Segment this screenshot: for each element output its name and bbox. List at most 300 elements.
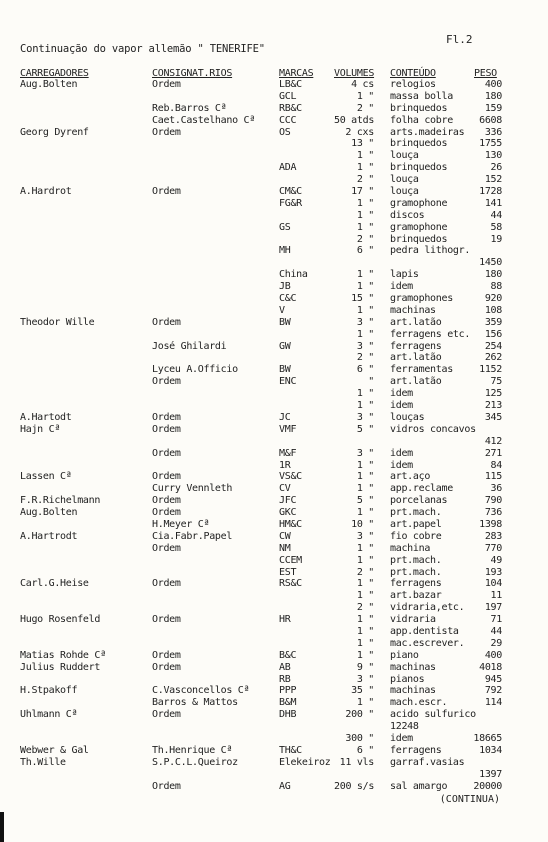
conteudo-cell: brinquedos: [390, 138, 448, 150]
volume-cell: 3 ": [356, 411, 374, 423]
marca-cell: MH: [279, 245, 291, 257]
peso-cell: 1397: [479, 768, 502, 780]
marca-cell: AG: [279, 780, 291, 792]
table-row: [0, 460, 548, 472]
peso-cell: 1398: [479, 518, 502, 530]
carregador-cell: Lassen Cª: [20, 471, 72, 483]
peso-cell: 1152: [479, 364, 502, 376]
conteudo-cell: garraf.vasias: [390, 756, 465, 768]
carregador-cell: Matias Rohde Cª: [20, 649, 106, 661]
volume-cell: 6 ": [356, 744, 374, 756]
volume-cell: 2 ": [356, 352, 374, 364]
consignatario-cell: Ordem: [152, 649, 181, 661]
conteudo-cell: massa bolla: [390, 90, 453, 102]
conteudo-cell: app.dentista: [390, 625, 459, 637]
marca-cell: HM&C: [279, 518, 302, 530]
marca-cell: JB: [279, 281, 291, 293]
consignatario-cell: Curry Vennleth: [152, 483, 233, 495]
volume-cell: 3 ": [356, 530, 374, 542]
consignatario-cell: Th.Henrique Cª: [152, 744, 233, 756]
peso-cell: 108: [484, 304, 502, 316]
volume-cell: 50 atds: [334, 114, 375, 126]
marca-cell: FG&R: [279, 197, 302, 209]
table-row: [0, 555, 548, 567]
table-row: [0, 519, 548, 531]
marca-cell: CCEM: [279, 554, 302, 566]
carregador-cell: H.Stpakoff: [20, 685, 78, 697]
table-row: [0, 222, 548, 234]
conteudo-cell: art.aço: [390, 471, 431, 483]
table-row: [0, 674, 548, 686]
volume-cell: 4 cs: [351, 79, 374, 90]
volume-cell: 1 ": [356, 150, 374, 162]
volume-cell: 1 ": [356, 554, 374, 566]
carregador-cell: Th.Wille: [20, 756, 66, 768]
table-row: [0, 210, 548, 222]
peso-cell: 125: [484, 388, 502, 400]
table-row: [0, 115, 548, 127]
volume-cell: 3 ": [356, 316, 374, 328]
volume-cell: 15 ": [351, 293, 374, 305]
marca-cell: JFC: [279, 495, 297, 507]
volume-cell: 11 vls: [339, 756, 374, 768]
table-row: [0, 198, 548, 210]
marca-cell: GS: [279, 221, 291, 233]
peso-cell: 18665: [473, 732, 502, 744]
volume-cell: 2 ": [356, 174, 374, 186]
header-carregadores: CARREGADORES: [20, 68, 89, 79]
conteudo-cell: vidraria,etc.: [390, 602, 465, 614]
marca-cell: BW: [279, 316, 291, 328]
conteudo-cell: machinas: [390, 685, 436, 697]
marca-cell: VS&C: [279, 471, 302, 483]
peso-cell: 770: [484, 542, 502, 554]
volume-cell: 5 ": [356, 495, 374, 507]
carregador-cell: Theodor Wille: [20, 316, 95, 328]
volume-cell: 1 ": [356, 328, 374, 340]
page-edge-mark: [0, 812, 4, 842]
consignatario-cell: Barros & Mattos: [152, 697, 238, 709]
peso-cell: 792: [484, 685, 502, 697]
consignatario-cell: Ordem: [152, 709, 181, 721]
conteudo-cell: art.latão: [390, 352, 442, 364]
peso-cell: 44: [490, 209, 502, 221]
peso-cell: 180: [484, 90, 502, 102]
peso-cell: 1755: [479, 138, 502, 150]
volume-cell: 1 ": [356, 209, 374, 221]
table-row: [0, 103, 548, 115]
peso-cell: 159: [484, 102, 502, 114]
volume-cell: 200 ": [345, 709, 374, 721]
conteudo-cell: idem: [390, 281, 413, 293]
table-row: [0, 281, 548, 293]
table-row: [0, 162, 548, 174]
volume-cell: 1 ": [356, 304, 374, 316]
peso-cell: 400: [484, 649, 502, 661]
table-row: [0, 543, 548, 555]
marca-cell: VMF: [279, 423, 297, 435]
conteudo-cell: louça: [390, 174, 419, 186]
peso-cell: 283: [484, 530, 502, 542]
conteudo-cell: arts.madeiras: [390, 126, 465, 138]
marca-cell: OS: [279, 126, 291, 138]
volume-cell: 1 ": [356, 507, 374, 519]
marca-cell: 1R: [279, 459, 291, 471]
marca-cell: ENC: [279, 376, 297, 388]
peso-cell: 71: [490, 614, 502, 626]
volume-cell: 200 s/s: [334, 780, 375, 792]
conteudo-cell: vidraria: [390, 614, 436, 626]
peso-cell: 345: [484, 411, 502, 423]
peso-cell: 400: [484, 79, 502, 90]
peso-cell: 20000: [473, 780, 502, 792]
volume-cell: 1 ": [356, 578, 374, 590]
consignatario-cell: Cia.Fabr.Papel: [152, 530, 233, 542]
peso-cell: 254: [484, 340, 502, 352]
table-row: [0, 352, 548, 364]
peso-cell: 19: [490, 233, 502, 245]
marca-cell: GKC: [279, 507, 297, 519]
peso-cell: 141: [484, 197, 502, 209]
peso-cell: 156: [484, 328, 502, 340]
table-row: [0, 424, 548, 436]
peso-cell: 359: [484, 316, 502, 328]
table-row: [0, 388, 548, 400]
peso-cell: 114: [484, 697, 502, 709]
volume-cell: 35 ": [351, 685, 374, 697]
volume-cell: 1 ": [356, 90, 374, 102]
table-row: [0, 697, 548, 709]
marca-cell: GCL: [279, 90, 297, 102]
table-row: [0, 531, 548, 543]
carregador-cell: Hajn Cª: [20, 423, 61, 435]
conteudo-cell: art.latão: [390, 376, 442, 388]
conteudo-cell: sal amargo: [390, 780, 448, 792]
table-row: [0, 578, 548, 590]
table-row: [0, 769, 548, 781]
peso-cell: 115: [484, 471, 502, 483]
volume-cell: ": [368, 376, 374, 388]
conteudo-cell: mac.escrever.: [390, 637, 465, 649]
consignatario-cell: Ordem: [152, 661, 181, 673]
volume-cell: 3 ": [356, 447, 374, 459]
volume-cell: 1 ": [356, 542, 374, 554]
volume-cell: 2 ": [356, 602, 374, 614]
marca-cell: ADA: [279, 162, 297, 174]
peso-cell: 412: [484, 435, 502, 447]
marca-cell: V: [279, 304, 285, 316]
consignatario-cell: Ordem: [152, 126, 181, 138]
table-row: [0, 495, 548, 507]
marca-cell: TH&C: [279, 744, 302, 756]
conteudo-cell: idem: [390, 388, 413, 400]
conteudo-cell: gramophone: [390, 221, 448, 233]
volume-cell: 1 ": [356, 590, 374, 602]
table-row: [0, 721, 548, 733]
marca-cell: CV: [279, 483, 291, 495]
table-row: [0, 245, 548, 257]
peso-cell: 271: [484, 447, 502, 459]
volume-cell: 5 ": [356, 423, 374, 435]
conteudo-cell: idem: [390, 732, 413, 744]
page-title: Continuação do vapor allemão " TENERIFE": [20, 43, 265, 55]
marca-cell: C&C: [279, 293, 297, 305]
volume-cell: 1 ": [356, 269, 374, 281]
peso-cell: 197: [484, 602, 502, 614]
header-volumes: VOLUMES: [334, 68, 375, 79]
peso-cell: 75: [490, 376, 502, 388]
volume-cell: 13 ": [351, 138, 374, 150]
consignatario-cell: Ordem: [152, 423, 181, 435]
peso-cell: 49: [490, 554, 502, 566]
conteudo-cell: app.reclame: [390, 483, 453, 495]
marca-cell: M&F: [279, 447, 297, 459]
table-row: [0, 471, 548, 483]
table-row: [0, 614, 548, 626]
table-row: [0, 733, 548, 745]
volume-cell: 3 ": [356, 340, 374, 352]
conteudo-cell: brinquedos: [390, 162, 448, 174]
peso-cell: 11: [490, 590, 502, 602]
conteudo-cell: gramophone: [390, 197, 448, 209]
marca-cell: BW: [279, 364, 291, 376]
peso-cell: 6608: [479, 114, 502, 126]
conteudo-cell: porcelanas: [390, 495, 448, 507]
marca-cell: PPP: [279, 685, 297, 697]
conteudo-cell: ferragens: [390, 340, 442, 352]
table-row: [0, 590, 548, 602]
marca-cell: China: [279, 269, 308, 281]
conteudo-cell: machinas: [390, 304, 436, 316]
table-row: [0, 626, 548, 638]
carregador-cell: A.Hartrodt: [20, 530, 78, 542]
conteudo-cell: piano: [390, 649, 419, 661]
consignatario-cell: Ordem: [152, 411, 181, 423]
volume-cell: 1 ": [356, 483, 374, 495]
page-number: Fl.2: [446, 33, 473, 46]
marca-cell: JC: [279, 411, 291, 423]
table-row: [0, 650, 548, 662]
peso-cell: 26: [490, 162, 502, 174]
conteudo-cell: brinquedos: [390, 102, 448, 114]
conteudo-cell: art.latão: [390, 316, 442, 328]
marca-cell: AB: [279, 661, 291, 673]
peso-cell: 36: [490, 483, 502, 495]
table-row: [0, 150, 548, 162]
conteudo-cell: pedra lithogr.: [390, 245, 471, 257]
peso-cell: 180: [484, 269, 502, 281]
volume-cell: 17 ": [351, 186, 374, 198]
carregador-cell: A.Hartodt: [20, 411, 72, 423]
consignatario-cell: C.Vasconcellos Cª: [152, 685, 250, 697]
peso-cell: 1728: [479, 186, 502, 198]
volume-cell: 6 ": [356, 245, 374, 257]
table-row: [0, 745, 548, 757]
table-row: [0, 436, 548, 448]
header-consignatarios: CONSIGNAT.RIOS: [152, 68, 233, 79]
consignatario-cell: Ordem: [152, 316, 181, 328]
consignatario-cell: Caet.Castelhano Cª: [152, 114, 255, 126]
peso-cell: 29: [490, 637, 502, 649]
peso-cell: 336: [484, 126, 502, 138]
consignatario-cell: Ordem: [152, 79, 181, 90]
peso-cell: 1034: [479, 744, 502, 756]
volume-cell: 1 ": [356, 625, 374, 637]
conteudo-cell: gramophones: [390, 293, 453, 305]
table-row: [0, 448, 548, 460]
consignatario-cell: H.Meyer Cª: [152, 518, 210, 530]
volume-cell: 1 ": [356, 221, 374, 233]
consignatario-cell: Ordem: [152, 542, 181, 554]
peso-cell: 213: [484, 400, 502, 412]
volume-cell: 1 ": [356, 697, 374, 709]
table-row: [0, 483, 548, 495]
conteudo-cell: art.bazar: [390, 590, 442, 602]
table-row: [0, 781, 548, 793]
consignatario-cell: José Ghilardi: [152, 340, 227, 352]
conteudo-cell: prt.mach.: [390, 507, 442, 519]
consignatario-cell: S.P.C.L.Queiroz: [152, 756, 238, 768]
volume-cell: 1 ": [356, 614, 374, 626]
conteudo-cell: folha cobre: [390, 114, 453, 126]
volume-cell: 1 ": [356, 459, 374, 471]
marca-cell: RB&C: [279, 102, 302, 114]
conteudo-cell: art.papel: [390, 518, 442, 530]
table-row: [0, 91, 548, 103]
conteudo-cell: ferragens etc.: [390, 328, 471, 340]
peso-cell: 88: [490, 281, 502, 293]
conteudo-cell: machina: [390, 542, 431, 554]
consignatario-cell: Ordem: [152, 471, 181, 483]
conteudo-cell: 12248: [390, 721, 419, 733]
marca-cell: CM&C: [279, 186, 302, 198]
table-row: [0, 376, 548, 388]
conteudo-cell: idem: [390, 447, 413, 459]
peso-cell: 193: [484, 566, 502, 578]
carregador-cell: Julius Ruddert: [20, 661, 101, 673]
table-row: [0, 400, 548, 412]
volume-cell: 1 ": [356, 197, 374, 209]
conteudo-cell: prt.mach.: [390, 566, 442, 578]
marca-cell: EST: [279, 566, 297, 578]
peso-cell: 262: [484, 352, 502, 364]
marca-cell: NM: [279, 542, 291, 554]
peso-cell: 736: [484, 507, 502, 519]
conteudo-cell: brinquedos: [390, 233, 448, 245]
carregador-cell: Georg Dyrenf: [20, 126, 89, 138]
conteudo-cell: idem: [390, 459, 413, 471]
table-row: [0, 364, 548, 376]
marca-cell: LB&C: [279, 79, 302, 90]
table-row: [0, 685, 548, 697]
peso-cell: 920: [484, 293, 502, 305]
volume-cell: 10 ": [351, 518, 374, 530]
conteudo-cell: idem: [390, 400, 413, 412]
carregador-cell: Webwer & Gal: [20, 744, 89, 756]
continua-note: (CONTINUA): [439, 794, 500, 805]
table-row: [0, 507, 548, 519]
volume-cell: 3 ": [356, 673, 374, 685]
volume-cell: 9 ": [356, 661, 374, 673]
marca-cell: HR: [279, 614, 291, 626]
table-row: [0, 127, 548, 139]
volume-cell: 2 ": [356, 233, 374, 245]
carregador-cell: A.Hardrot: [20, 186, 72, 198]
peso-cell: 790: [484, 495, 502, 507]
carregador-cell: Aug.Bolten: [20, 507, 78, 519]
consignatario-cell: Ordem: [152, 614, 181, 626]
peso-cell: 84: [490, 459, 502, 471]
conteudo-cell: louça: [390, 186, 419, 198]
volume-cell: 1 ": [356, 637, 374, 649]
volume-cell: 1 ": [356, 471, 374, 483]
marca-cell: Elekeiroz: [279, 756, 331, 768]
volume-cell: 1 ": [356, 388, 374, 400]
peso-cell: 130: [484, 150, 502, 162]
header-marcas: MARCAS: [279, 68, 314, 79]
carregador-cell: Carl.G.Heise: [20, 578, 89, 590]
consignatario-cell: Ordem: [152, 376, 181, 388]
consignatario-cell: Ordem: [152, 447, 181, 459]
carregador-cell: F.R.Richelmann: [20, 495, 101, 507]
header-conteudo: CONTEÚDO: [390, 68, 436, 79]
carregador-cell: Aug.Bolten: [20, 79, 78, 90]
conteudo-cell: discos: [390, 209, 425, 221]
marca-cell: CW: [279, 530, 291, 542]
table-row: [0, 567, 548, 579]
table-row: [0, 412, 548, 424]
conteudo-cell: ferragens: [390, 578, 442, 590]
peso-cell: 1450: [479, 257, 502, 269]
conteudo-cell: prt.mach.: [390, 554, 442, 566]
conteudo-cell: mach.escr.: [390, 697, 448, 709]
consignatario-cell: Ordem: [152, 507, 181, 519]
table-row: [0, 317, 548, 329]
volume-cell: 300 ": [345, 732, 374, 744]
carregador-cell: Uhlmann Cª: [20, 709, 78, 721]
conteudo-cell: acido sulfurico: [390, 709, 476, 721]
table-row: [0, 662, 548, 674]
marca-cell: RS&C: [279, 578, 302, 590]
peso-cell: 58: [490, 221, 502, 233]
carregador-cell: Hugo Rosenfeld: [20, 614, 101, 626]
table-row: [0, 329, 548, 341]
conteudo-cell: machinas: [390, 661, 436, 673]
conteudo-cell: ferragens: [390, 744, 442, 756]
volume-cell: 1 ": [356, 649, 374, 661]
consignatario-cell: Ordem: [152, 578, 181, 590]
volume-cell: 6 ": [356, 364, 374, 376]
marca-cell: RB: [279, 673, 291, 685]
table-row: [0, 138, 548, 150]
table-row: [0, 269, 548, 281]
volume-cell: 2 ": [356, 102, 374, 114]
volume-cell: 1 ": [356, 281, 374, 293]
volume-cell: 1 ": [356, 400, 374, 412]
peso-cell: 4018: [479, 661, 502, 673]
table-row: [0, 174, 548, 186]
table-row: [0, 186, 548, 198]
conteudo-cell: fio cobre: [390, 530, 442, 542]
volume-cell: 2 cxs: [345, 126, 374, 138]
volume-cell: 1 ": [356, 162, 374, 174]
consignatario-cell: Ordem: [152, 495, 181, 507]
table-row: [0, 341, 548, 353]
table-row: [0, 293, 548, 305]
conteudo-cell: vidros concavos: [390, 423, 476, 435]
marca-cell: GW: [279, 340, 291, 352]
peso-cell: 945: [484, 673, 502, 685]
